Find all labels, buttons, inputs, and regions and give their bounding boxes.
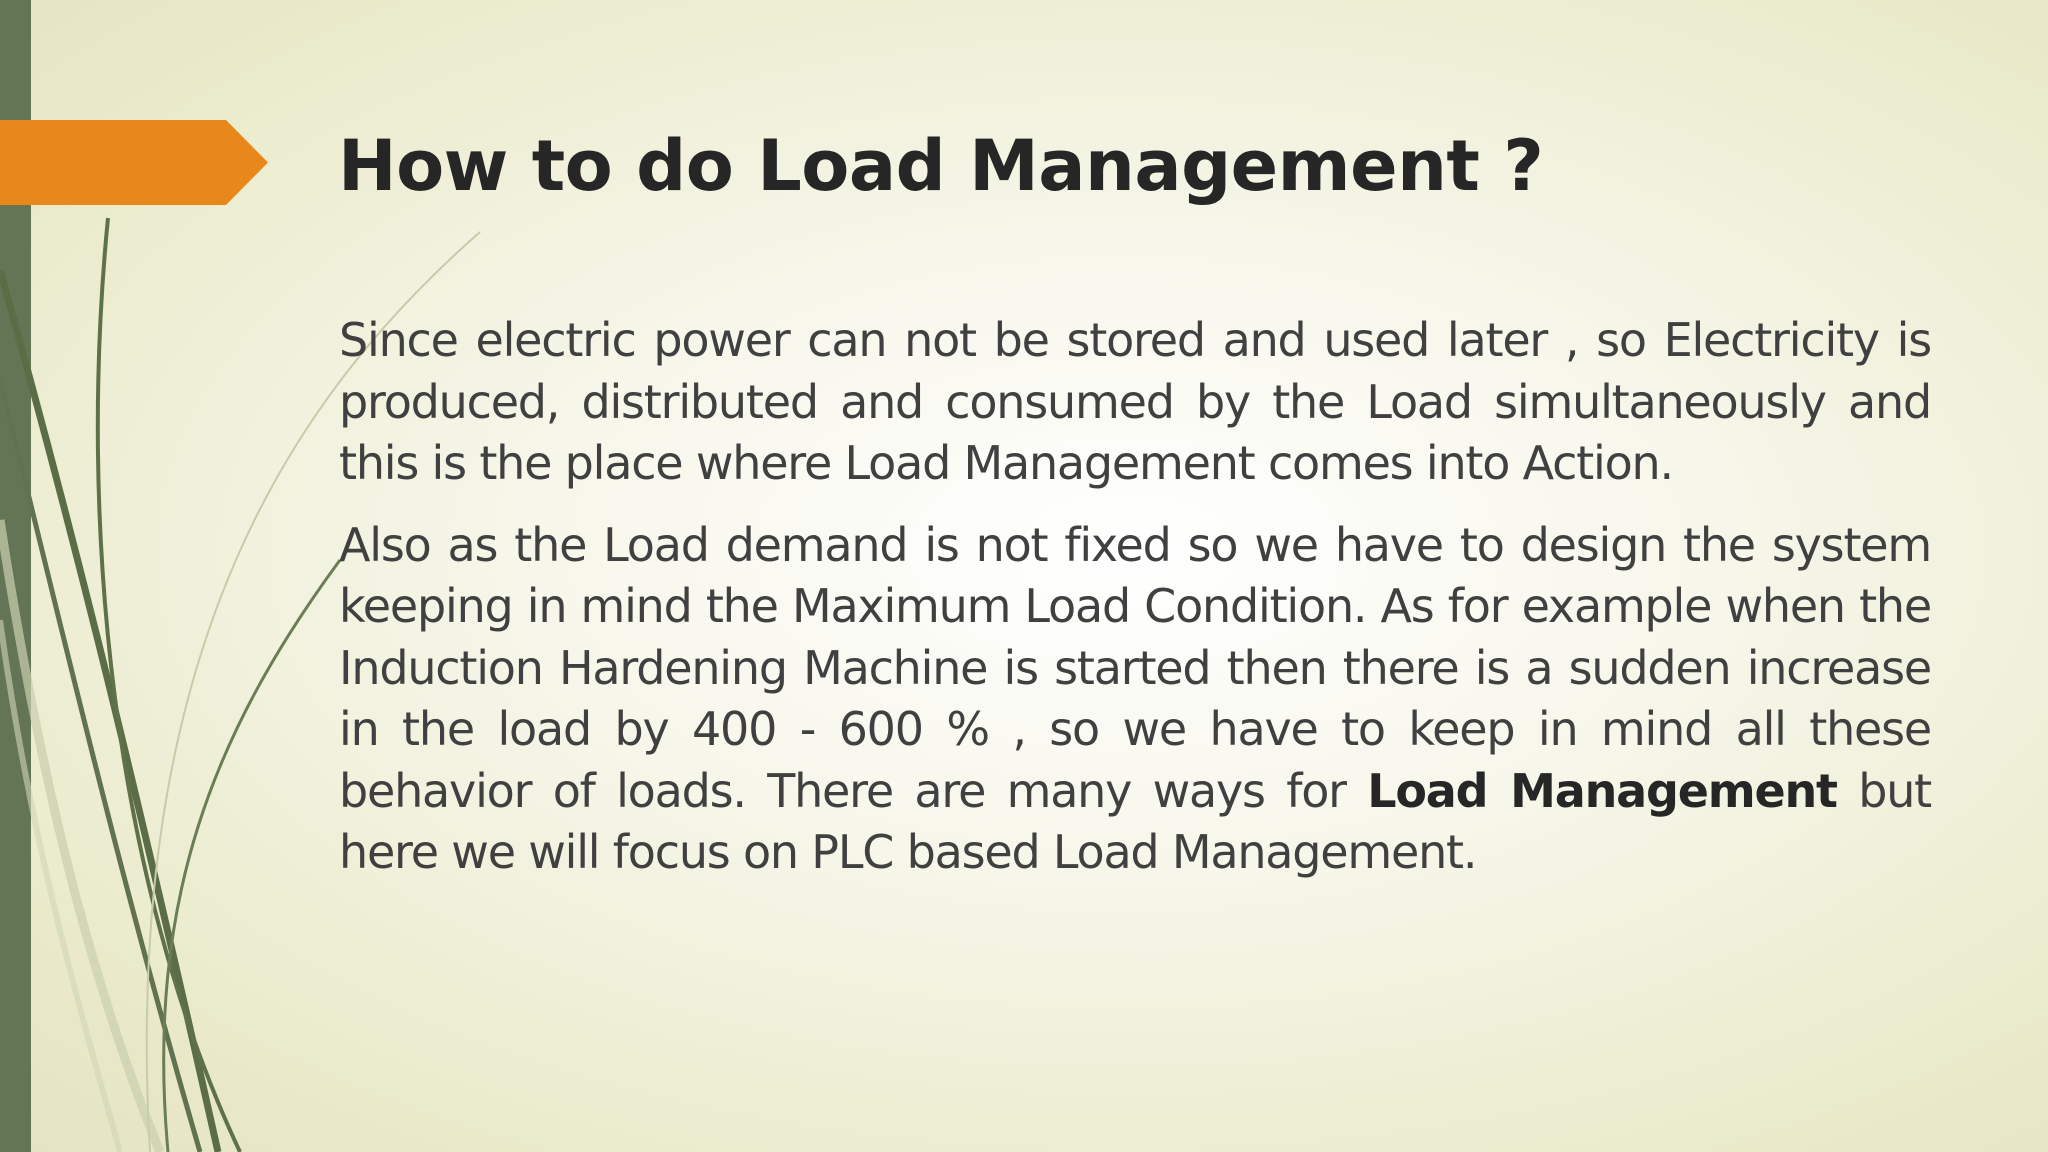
dark-curve-4 xyxy=(164,560,340,1152)
slide-title: How to do Load Management ? xyxy=(338,125,1544,207)
paragraph-2-bold-term: Load Management xyxy=(1367,763,1837,818)
paragraph-2 xyxy=(339,515,1931,884)
paragraph-1: Since electric power can not be stored and used later , so Electricity is produced, distributed and consumed by the Load simultaneously and this is the place where Load Management comes into Action. xyxy=(339,313,1931,490)
dark-curve-3 xyxy=(98,218,240,1152)
dark-curve-1 xyxy=(0,270,218,1152)
slide-body xyxy=(339,310,1931,884)
orange-arrow-tab xyxy=(0,120,268,205)
paragraph-2-text-start: Also as the Load demand is not fixed so we have to design the system keeping in mind the Maximum Load Condition. As for example when the Induction Hardening Machine is started then there is a sudden increase in the load by 400 - 600 % , so we have to keep in mind all these behavior of loads. There are many ways for xyxy=(339,517,1931,818)
paragraph-2-text-end: but here we will focus on PLC based Load Management. xyxy=(339,763,1931,879)
